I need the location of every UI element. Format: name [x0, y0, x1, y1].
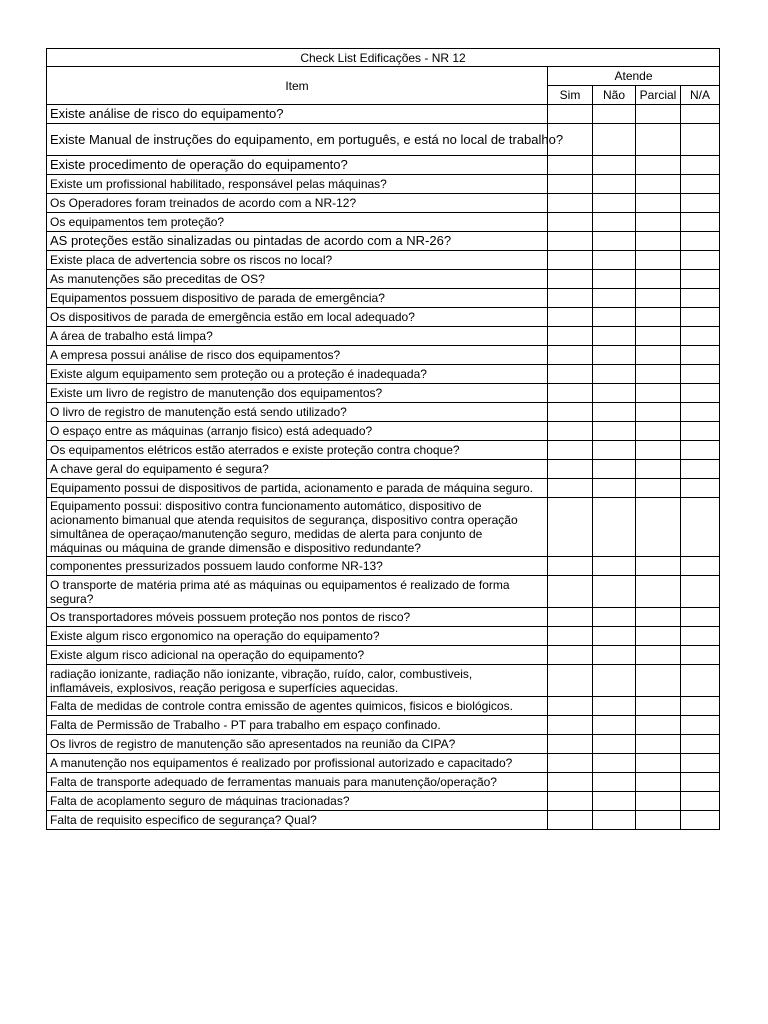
item-text: Os livros de registro de manutenção são apresentados na reunião da CIPA? [47, 735, 548, 754]
item-text: componentes pressurizados possuem laudo conforme NR-13? [47, 557, 548, 576]
sim-cell[interactable] [548, 557, 593, 576]
table-row [47, 441, 720, 460]
sim-cell[interactable] [548, 289, 593, 308]
sim-cell[interactable] [548, 792, 593, 811]
table-row [47, 422, 720, 441]
nao-cell[interactable] [593, 213, 636, 232]
sim-cell[interactable] [548, 194, 593, 213]
sim-cell[interactable] [548, 773, 593, 792]
parcial-cell[interactable] [636, 422, 681, 441]
na-cell[interactable] [681, 792, 720, 811]
table-row [47, 716, 720, 735]
sim-cell[interactable] [548, 460, 593, 479]
item-text: A chave geral do equipamento é segura? [47, 460, 548, 479]
table-row [47, 308, 720, 327]
item-text: Existe algum risco adicional na operação do equipamento? [47, 646, 548, 665]
na-cell[interactable] [681, 460, 720, 479]
nao-cell[interactable] [593, 289, 636, 308]
item-text: Falta de acoplamento seguro de máquinas tracionadas? [47, 792, 548, 811]
parcial-cell[interactable] [636, 270, 681, 289]
parcial-cell[interactable] [636, 773, 681, 792]
nao-cell[interactable] [593, 251, 636, 270]
parcial-cell[interactable] [636, 460, 681, 479]
nao-cell[interactable] [593, 403, 636, 422]
table-row [47, 403, 720, 422]
na-cell[interactable] [681, 124, 720, 156]
table-row [47, 665, 720, 697]
item-text: O livro de registro de manutenção está sendo utilizado? [47, 403, 548, 422]
table-row [47, 697, 720, 716]
parcial-cell[interactable] [636, 384, 681, 403]
nao-cell[interactable] [593, 105, 636, 124]
checklist-table [46, 48, 720, 830]
item-text: Existe procedimento de operação do equipamento? [47, 156, 548, 175]
nao-cell[interactable] [593, 175, 636, 194]
item-text: Existe Manual de instruções do equipamento, em português, e está no local de trabalho? [47, 124, 548, 156]
na-cell[interactable] [681, 175, 720, 194]
sim-cell[interactable] [548, 479, 593, 498]
nao-cell[interactable] [593, 365, 636, 384]
parcial-cell[interactable] [636, 213, 681, 232]
parcial-cell[interactable] [636, 646, 681, 665]
nao-cell[interactable] [593, 608, 636, 627]
item-text: Existe placa de advertencia sobre os riscos no local? [47, 251, 548, 270]
na-cell[interactable] [681, 754, 720, 773]
na-cell[interactable] [681, 105, 720, 124]
sim-cell[interactable] [548, 403, 593, 422]
item-text: A empresa possui análise de risco dos equipamentos? [47, 346, 548, 365]
table-row [47, 557, 720, 576]
item-text [47, 479, 548, 498]
nao-cell[interactable] [593, 646, 636, 665]
item-text: A manutenção nos equipamentos é realizado por profissional autorizado e capacitado? [47, 754, 548, 773]
parcial-cell[interactable] [636, 232, 681, 251]
na-cell[interactable] [681, 773, 720, 792]
na-cell[interactable] [681, 251, 720, 270]
nao-cell[interactable] [593, 422, 636, 441]
parcial-cell[interactable] [636, 811, 681, 830]
nao-column-header: Não [593, 86, 636, 105]
parcial-cell[interactable] [636, 627, 681, 646]
na-cell[interactable] [681, 646, 720, 665]
sim-column-header: Sim [548, 86, 593, 105]
item-text-overflow: Equipamento possui de dispositivos de partida, acionamento e parada de máquina seguro. [50, 481, 533, 495]
na-cell[interactable] [681, 403, 720, 422]
na-cell[interactable] [681, 156, 720, 175]
item-text: O espaço entre as máquinas (arranjo fisico) está adequado? [47, 422, 548, 441]
item-text: Existe algum risco ergonomico na operação do equipamento? [47, 627, 548, 646]
table-row [47, 384, 720, 403]
table-row [47, 156, 720, 175]
na-cell[interactable] [681, 498, 720, 557]
parcial-cell[interactable] [636, 289, 681, 308]
na-cell[interactable] [681, 479, 720, 498]
parcial-cell[interactable] [636, 576, 681, 608]
sim-cell[interactable] [548, 365, 593, 384]
nao-cell[interactable] [593, 156, 636, 175]
sim-cell[interactable] [548, 716, 593, 735]
item-column-header: Item [47, 67, 548, 105]
item-text: Os equipamentos elétricos estão aterrados e existe proteção contra choque? [47, 441, 548, 460]
na-cell[interactable] [681, 270, 720, 289]
nao-cell[interactable] [593, 697, 636, 716]
table-row [47, 735, 720, 754]
table-row [47, 175, 720, 194]
nao-cell[interactable] [593, 576, 636, 608]
item-text: O transporte de matéria prima até as máquinas ou equipamentos é realizado de forma segura? [47, 576, 548, 608]
table-row [47, 327, 720, 346]
na-cell[interactable] [681, 735, 720, 754]
nao-cell[interactable] [593, 308, 636, 327]
parcial-cell[interactable] [636, 754, 681, 773]
item-text: Equipamentos possuem dispositivo de parada de emergência? [47, 289, 548, 308]
na-cell[interactable] [681, 608, 720, 627]
nao-cell[interactable] [593, 665, 636, 697]
na-cell[interactable] [681, 308, 720, 327]
sim-cell[interactable] [548, 308, 593, 327]
table-row [47, 251, 720, 270]
table-row [47, 270, 720, 289]
na-cell[interactable] [681, 441, 720, 460]
na-cell[interactable] [681, 811, 720, 830]
nao-cell[interactable] [593, 498, 636, 557]
item-text: Os dispositivos de parada de emergência estão em local adequado? [47, 308, 548, 327]
sim-cell[interactable] [548, 422, 593, 441]
sim-cell[interactable] [548, 697, 593, 716]
nao-cell[interactable] [593, 232, 636, 251]
na-cell[interactable] [681, 365, 720, 384]
na-cell[interactable] [681, 422, 720, 441]
nao-cell[interactable] [593, 346, 636, 365]
parcial-cell[interactable] [636, 327, 681, 346]
item-text: A área de trabalho está limpa? [47, 327, 548, 346]
sim-cell[interactable] [548, 627, 593, 646]
table-row [47, 289, 720, 308]
na-cell[interactable] [681, 665, 720, 697]
nao-cell[interactable] [593, 327, 636, 346]
na-cell[interactable] [681, 232, 720, 251]
item-text: Existe um livro de registro de manutenção dos equipamentos? [47, 384, 548, 403]
sim-cell[interactable] [548, 665, 593, 697]
sim-cell[interactable] [548, 232, 593, 251]
nao-cell[interactable] [593, 479, 636, 498]
table-row [47, 773, 720, 792]
table-row [47, 811, 720, 830]
table-row [47, 646, 720, 665]
na-cell[interactable] [681, 327, 720, 346]
nao-cell[interactable] [593, 124, 636, 156]
sim-cell[interactable] [548, 811, 593, 830]
parcial-cell[interactable] [636, 697, 681, 716]
na-cell[interactable] [681, 576, 720, 608]
parcial-cell[interactable] [636, 557, 681, 576]
parcial-cell[interactable] [636, 479, 681, 498]
nao-cell[interactable] [593, 441, 636, 460]
parcial-column-header: Parcial [636, 86, 681, 105]
na-cell[interactable] [681, 213, 720, 232]
sim-cell[interactable] [548, 346, 593, 365]
table-row [47, 460, 720, 479]
table-row [47, 479, 720, 498]
sim-cell[interactable] [548, 384, 593, 403]
nao-cell[interactable] [593, 754, 636, 773]
table-row [47, 346, 720, 365]
checklist-title: Check List Edificações - NR 12 [47, 49, 720, 67]
sim-cell[interactable] [548, 175, 593, 194]
table-row [47, 608, 720, 627]
nao-cell[interactable] [593, 716, 636, 735]
item-text: Os transportadores móveis possuem proteção nos pontos de risco? [47, 608, 548, 627]
na-cell[interactable] [681, 697, 720, 716]
sim-cell[interactable] [548, 576, 593, 608]
sim-cell[interactable] [548, 213, 593, 232]
nao-cell[interactable] [593, 735, 636, 754]
parcial-cell[interactable] [636, 403, 681, 422]
parcial-cell[interactable] [636, 716, 681, 735]
sim-cell[interactable] [548, 156, 593, 175]
parcial-cell[interactable] [636, 251, 681, 270]
na-cell[interactable] [681, 194, 720, 213]
parcial-cell[interactable] [636, 194, 681, 213]
item-text: Falta de transporte adequado de ferramentas manuais para manutenção/operação? [47, 773, 548, 792]
sim-cell[interactable] [548, 105, 593, 124]
parcial-cell[interactable] [636, 441, 681, 460]
item-text: As manutenções são preceditas de OS? [47, 270, 548, 289]
parcial-cell[interactable] [636, 175, 681, 194]
nao-cell[interactable] [593, 194, 636, 213]
nao-cell[interactable] [593, 792, 636, 811]
na-cell[interactable] [681, 384, 720, 403]
table-row [47, 754, 720, 773]
sim-cell[interactable] [548, 646, 593, 665]
item-text: Existe análise de risco do equipamento? [47, 105, 548, 124]
header-row [47, 67, 720, 86]
item-text: Falta de Permissão de Trabalho - PT para trabalho em espaço confinado. [47, 716, 548, 735]
nao-cell[interactable] [593, 270, 636, 289]
parcial-cell[interactable] [636, 665, 681, 697]
sim-cell[interactable] [548, 251, 593, 270]
nao-cell[interactable] [593, 460, 636, 479]
parcial-cell[interactable] [636, 498, 681, 557]
na-cell[interactable] [681, 716, 720, 735]
parcial-cell[interactable] [636, 365, 681, 384]
na-column-header: N/A [681, 86, 720, 105]
item-text: AS proteções estão sinalizadas ou pintadas de acordo com a NR-26? [47, 232, 548, 251]
item-text: Os Operadores foram treinados de acordo com a NR-12? [47, 194, 548, 213]
title-row [47, 49, 720, 67]
table-row [47, 365, 720, 384]
parcial-cell[interactable] [636, 346, 681, 365]
item-text: Existe algum equipamento sem proteção ou a proteção é inadequada? [47, 365, 548, 384]
parcial-cell[interactable] [636, 792, 681, 811]
na-cell[interactable] [681, 557, 720, 576]
nao-cell[interactable] [593, 773, 636, 792]
item-text: Falta de medidas de controle contra emissão de agentes quimicos, fisicos e biológicos. [47, 697, 548, 716]
table-row [47, 792, 720, 811]
nao-cell[interactable] [593, 384, 636, 403]
table-row [47, 627, 720, 646]
sim-cell[interactable] [548, 441, 593, 460]
parcial-cell[interactable] [636, 308, 681, 327]
sim-cell[interactable] [548, 327, 593, 346]
item-text: radiação ionizante, radiação não ionizante, vibração, ruído, calor, combustiveis, inflamáveis, explosivos, reação perigosa e superfícies aquecidas. [47, 665, 548, 697]
table-row [47, 232, 720, 251]
table-row [47, 498, 720, 557]
parcial-cell[interactable] [636, 105, 681, 124]
na-cell[interactable] [681, 289, 720, 308]
item-text: Os equipamentos tem proteção? [47, 213, 548, 232]
na-cell[interactable] [681, 627, 720, 646]
table-row [47, 213, 720, 232]
table-row [47, 576, 720, 608]
na-cell[interactable] [681, 346, 720, 365]
nao-cell[interactable] [593, 557, 636, 576]
table-row [47, 194, 720, 213]
nao-cell[interactable] [593, 627, 636, 646]
parcial-cell[interactable] [636, 156, 681, 175]
sim-cell[interactable] [548, 754, 593, 773]
sim-cell[interactable] [548, 735, 593, 754]
nao-cell[interactable] [593, 811, 636, 830]
sim-cell[interactable] [548, 608, 593, 627]
atende-column-header: Atende [548, 67, 720, 86]
table-row [47, 124, 720, 156]
item-text: Existe um profissional habilitado, responsável pelas máquinas? [47, 175, 548, 194]
parcial-cell[interactable] [636, 608, 681, 627]
table-row [47, 105, 720, 124]
parcial-cell[interactable] [636, 735, 681, 754]
item-text: Equipamento possui: dispositivo contra funcionamento automático, dispositivo de acionamento bimanual que atenda requisitos de segurança, dispositivo contra operação simultânea de operaçao/manutenção seguro, medidas de alerta para conjunto de máquinas ou máquina de grande dimensão e dispositivo redundante? [47, 498, 548, 557]
sim-cell[interactable] [548, 270, 593, 289]
parcial-cell[interactable] [636, 124, 681, 156]
sim-cell[interactable] [548, 498, 593, 557]
item-text: Falta de requisito especifico de segurança? Qual? [47, 811, 548, 830]
